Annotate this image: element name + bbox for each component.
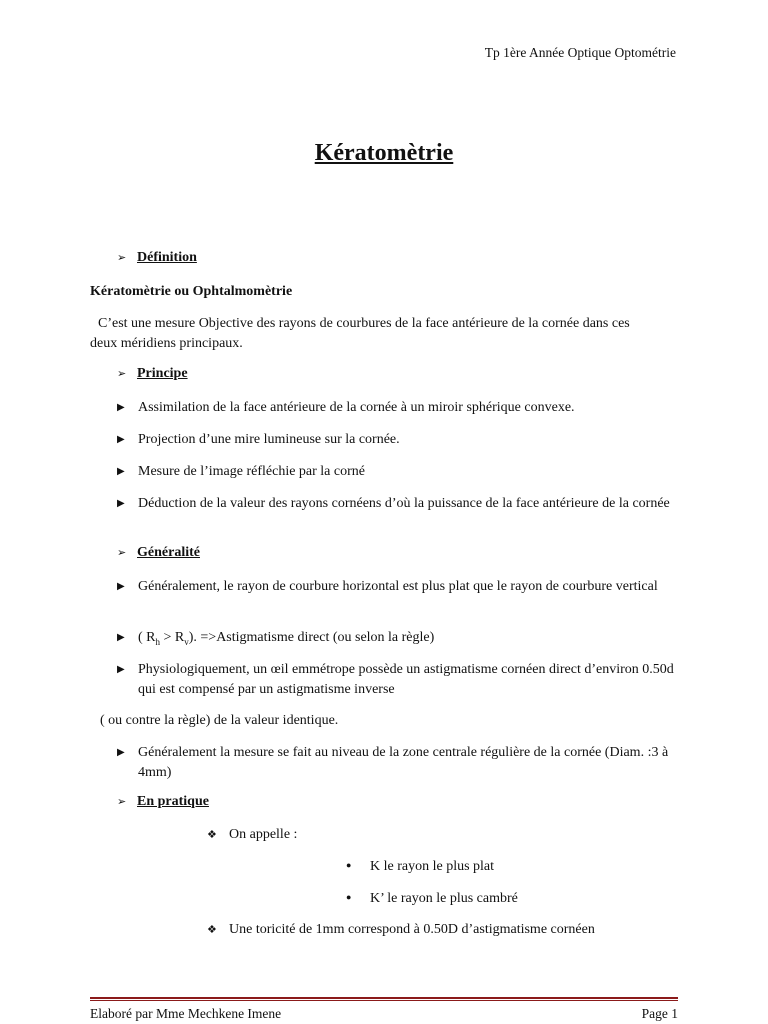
pratique-toricite: ❖ Une toricité de 1mm correspond à 0.50D d’astigmatisme cornéen bbox=[207, 922, 595, 937]
footer-author: Elaboré par Mme Mechkene Imene bbox=[90, 1006, 282, 1021]
list-item: ▶ Généralement la mesure se fait au niveau de la zone centrale régulière de la cornée (Diam. :3 à 4mm) bbox=[117, 745, 669, 780]
list-item: ▶ Projection d’une mire lumineuse sur la cornée. bbox=[117, 430, 677, 450]
arrow-bullet-icon: ➢ bbox=[117, 547, 127, 559]
section-principe bbox=[117, 366, 188, 382]
dot-bullet-icon: ● bbox=[346, 892, 352, 902]
triangle-bullet-icon: ▶ bbox=[117, 632, 125, 643]
section-definition bbox=[117, 250, 197, 266]
list-item: ▶ Généralement, le rayon de courbure horizontal est plus plat que le rayon de courbure vertical bbox=[117, 577, 677, 597]
section-generalite bbox=[117, 545, 200, 561]
triangle-bullet-icon: ▶ bbox=[117, 581, 125, 592]
list-item: ▶ Assimilation de la face antérieure de la cornée à un miroir sphérique convexe. bbox=[117, 398, 677, 418]
triangle-bullet-icon: ▶ bbox=[117, 402, 125, 413]
section-pratique bbox=[117, 794, 209, 810]
list-item: ● K le rayon le plus plat bbox=[346, 859, 495, 874]
dot-bullet-icon: ● bbox=[346, 860, 352, 870]
footer-divider bbox=[90, 997, 678, 999]
list-item: ▶ Déduction de la valeur des rayons cornéens d’où la puissance de la face antérieure de la cornée bbox=[117, 494, 677, 514]
definition-text-line2: deux méridiens principaux. bbox=[90, 336, 243, 351]
arrow-bullet-icon: ➢ bbox=[117, 368, 127, 380]
arrow-bullet-icon: ➢ bbox=[117, 252, 127, 264]
footer-page-number: Page 1 bbox=[641, 1006, 678, 1021]
footer-divider-thin bbox=[90, 1000, 678, 1001]
triangle-bullet-icon: ▶ bbox=[117, 664, 125, 675]
list-item: ▶ Mesure de l’image réfléchie par la corné bbox=[117, 462, 677, 482]
diamond-bullet-icon: ❖ bbox=[207, 829, 217, 841]
list-item: ● K’ le rayon le plus cambré bbox=[346, 891, 518, 906]
section-label: Généralité bbox=[137, 545, 200, 560]
definition-text-line1: C’est une mesure Objective des rayons de courbures de la face antérieure de la cornée dans ces bbox=[98, 316, 630, 331]
diamond-bullet-icon: ❖ bbox=[207, 924, 217, 936]
section-label: En pratique bbox=[137, 794, 209, 809]
list-item: ▶ Physiologiquement, un œil emmétrope possède un astigmatisme cornéen direct d’environ 0.50d qui est compensé par un astigmatisme inverse bbox=[117, 662, 674, 697]
triangle-bullet-icon: ▶ bbox=[117, 747, 125, 758]
list-item: ▶ ( $R_h > R_v$). =>Astigmatisme direct (ou selon la règle) bbox=[117, 630, 435, 647]
section-label: Définition bbox=[137, 250, 197, 265]
section-label: Principe bbox=[137, 366, 188, 381]
page-title: Kératomètrie bbox=[314, 140, 454, 166]
triangle-bullet-icon: ▶ bbox=[117, 434, 125, 445]
header-course: Tp 1ère Année Optique Optométrie bbox=[484, 45, 676, 60]
arrow-bullet-icon: ➢ bbox=[117, 796, 127, 808]
triangle-bullet-icon: ▶ bbox=[117, 466, 125, 477]
triangle-bullet-icon: ▶ bbox=[117, 498, 125, 509]
definition-subtitle: Kératomètrie ou Ophtalmomètrie bbox=[90, 284, 293, 299]
pratique-appelle: ❖ On appelle : bbox=[207, 827, 298, 842]
generalite-continuation: ( ou contre la règle) de la valeur identique. bbox=[100, 713, 339, 728]
